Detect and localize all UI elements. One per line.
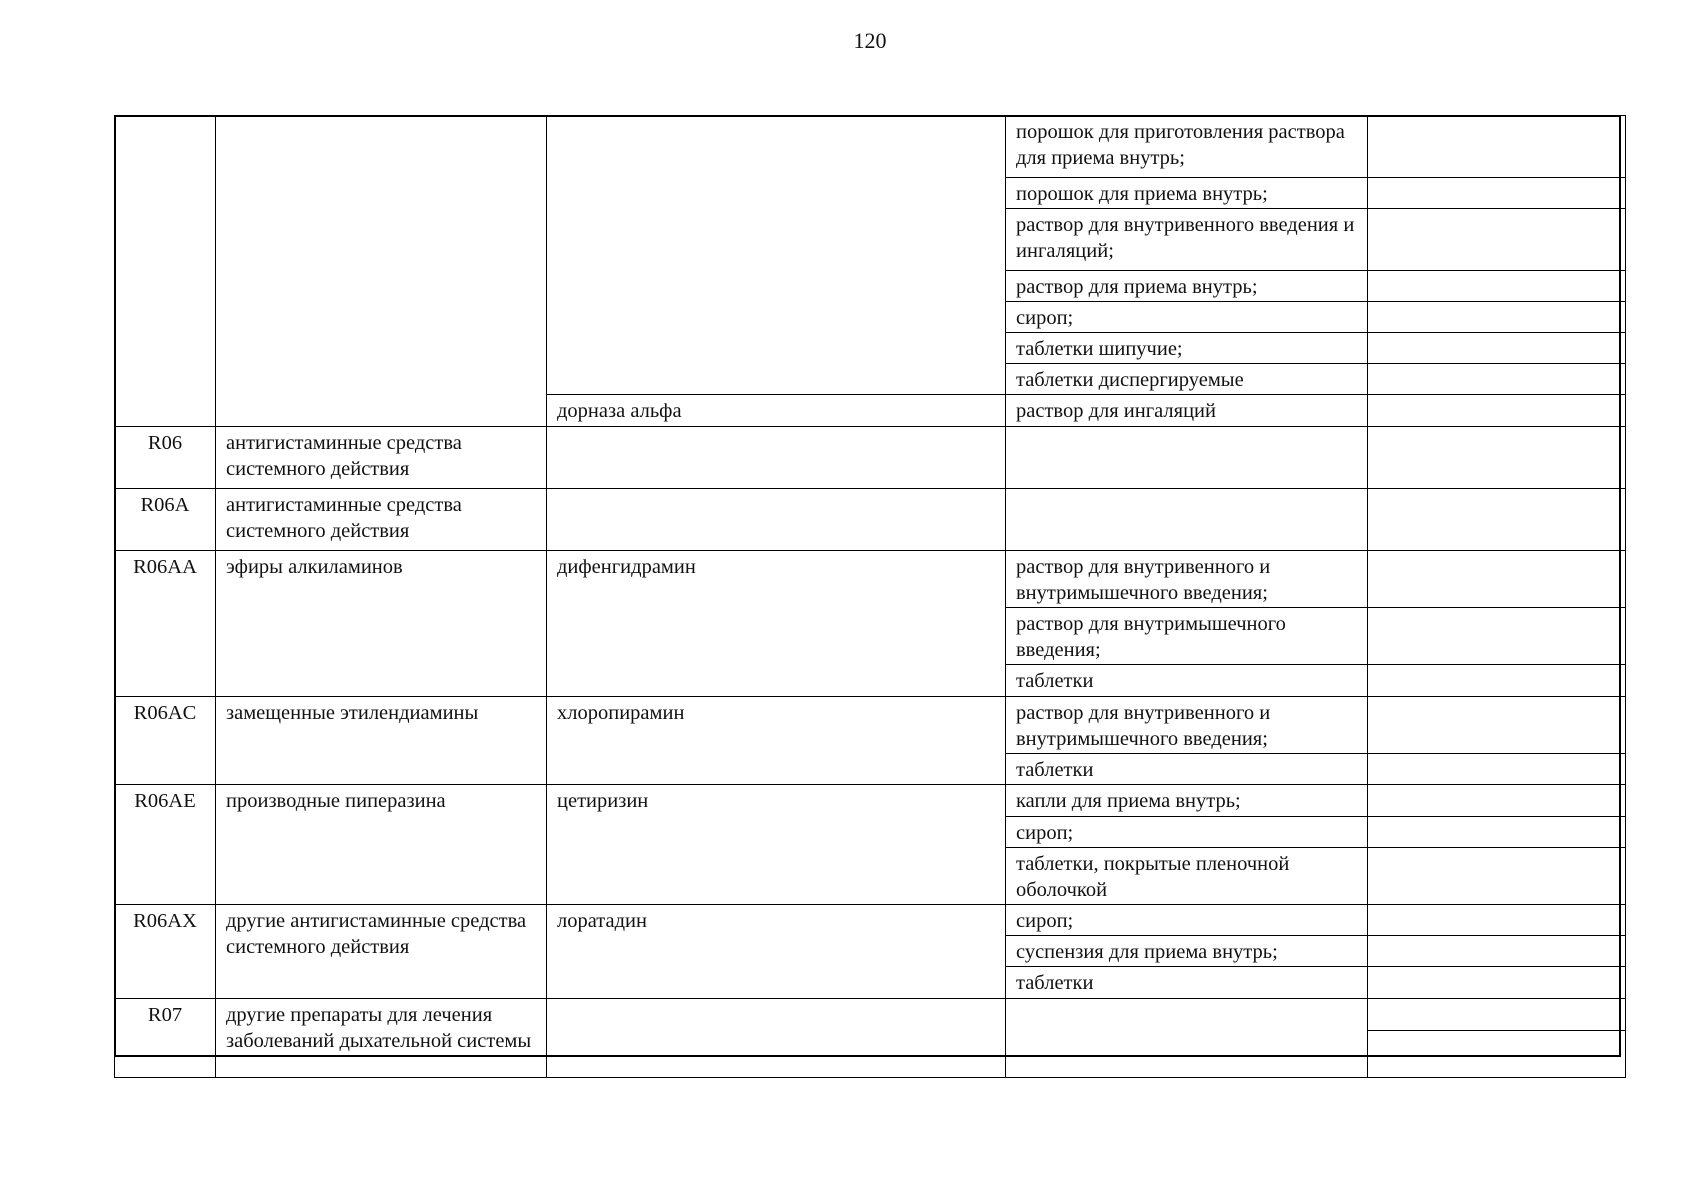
group-cell: другие препараты для лечения заболеваний дыхательной системы	[216, 999, 547, 1078]
dosage-form-cell: раствор для внутривенного и внутримышечного введения;	[1006, 551, 1368, 608]
code-cell: R06AE	[115, 785, 216, 905]
dosage-form-cell: раствор для внутримышечного введения;	[1006, 608, 1368, 665]
table-row	[115, 905, 1626, 936]
dosage-form-cell: таблетки, покрытые пленочной оболочкой	[1006, 848, 1368, 905]
code-cell	[115, 116, 216, 427]
dosage-form-cell: таблетки	[1006, 754, 1368, 785]
dosage-form-cell: сироп;	[1006, 905, 1368, 936]
dosage-form-cell: раствор для внутривенного введения и ингаляций;	[1006, 209, 1368, 271]
note-cell	[1368, 427, 1626, 489]
dosage-form-cell: таблетки	[1006, 967, 1368, 999]
drug-cell	[547, 427, 1006, 489]
code-cell: R06A	[115, 489, 216, 551]
table-row	[115, 697, 1626, 754]
group-cell: антигистаминные средства системного действия	[216, 489, 547, 551]
table-row	[115, 489, 1626, 551]
drug-cell: дифенгидрамин	[547, 551, 1006, 697]
note-cell	[1368, 395, 1626, 427]
note-cell	[1368, 848, 1626, 905]
code-cell: R06AX	[115, 905, 216, 999]
table-row	[115, 427, 1626, 489]
dosage-form-cell: порошок для приема внутрь;	[1006, 178, 1368, 209]
dosage-form-cell: таблетки шипучие;	[1006, 333, 1368, 364]
group-cell: замещенные этилендиамины	[216, 697, 547, 785]
dosage-form-cell: порошок для приготовления раствора для приема внутрь;	[1006, 116, 1368, 178]
dosage-form-cell: таблетки	[1006, 665, 1368, 697]
note-cell	[1368, 817, 1626, 848]
note-cell	[1368, 608, 1626, 665]
note-cell	[1368, 364, 1626, 395]
code-cell: R06	[115, 427, 216, 489]
note-cell	[1368, 489, 1626, 551]
dosage-form-cell: раствор для внутривенного и внутримышечного введения;	[1006, 697, 1368, 754]
dosage-form-cell: сироп;	[1006, 302, 1368, 333]
table-row	[115, 999, 1626, 1031]
drug-cell: хлоропирамин	[547, 697, 1006, 785]
code-cell: R06AA	[115, 551, 216, 697]
note-cell	[1368, 936, 1626, 967]
code-cell: R06AC	[115, 697, 216, 785]
note-cell	[1368, 551, 1626, 608]
note-cell	[1368, 999, 1626, 1031]
drug-cell	[547, 999, 1006, 1078]
group-cell: эфиры алкиламинов	[216, 551, 547, 697]
group-cell: антигистаминные средства системного действия	[216, 427, 547, 489]
page-number: 120	[853, 28, 887, 53]
note-cell	[1368, 302, 1626, 333]
drug-cell	[547, 116, 1006, 395]
note-cell	[1368, 967, 1626, 999]
drug-cell: дорназа альфа	[547, 395, 1006, 427]
group-cell: производные пиперазина	[216, 785, 547, 905]
drug-table	[114, 115, 1626, 1078]
note-cell	[1368, 1031, 1626, 1078]
dosage-form-cell: раствор для приема внутрь;	[1006, 271, 1368, 302]
drug-cell	[547, 489, 1006, 551]
note-cell	[1368, 209, 1626, 271]
dosage-form-cell: суспензия для приема внутрь;	[1006, 936, 1368, 967]
dosage-form-cell: сироп;	[1006, 817, 1368, 848]
note-cell	[1368, 333, 1626, 364]
note-cell	[1368, 271, 1626, 302]
table-row	[115, 116, 1626, 178]
group-cell: другие антигистаминные средства системного действия	[216, 905, 547, 999]
code-cell: R07	[115, 999, 216, 1078]
dosage-form-cell: капли для приема внутрь;	[1006, 785, 1368, 817]
note-cell	[1368, 905, 1626, 936]
dosage-form-cell	[1006, 489, 1368, 551]
note-cell	[1368, 697, 1626, 754]
note-cell	[1368, 785, 1626, 817]
table-row	[115, 551, 1626, 608]
group-cell	[216, 116, 547, 427]
dosage-form-cell	[1006, 427, 1368, 489]
note-cell	[1368, 116, 1626, 178]
dosage-form-cell: раствор для ингаляций	[1006, 395, 1368, 427]
dosage-form-cell: таблетки диспергируемые	[1006, 364, 1368, 395]
note-cell	[1368, 178, 1626, 209]
drug-cell: цетиризин	[547, 785, 1006, 905]
dosage-form-cell	[1006, 999, 1368, 1078]
note-cell	[1368, 665, 1626, 697]
drug-cell: лоратадин	[547, 905, 1006, 999]
note-cell	[1368, 754, 1626, 785]
table-row	[115, 785, 1626, 817]
